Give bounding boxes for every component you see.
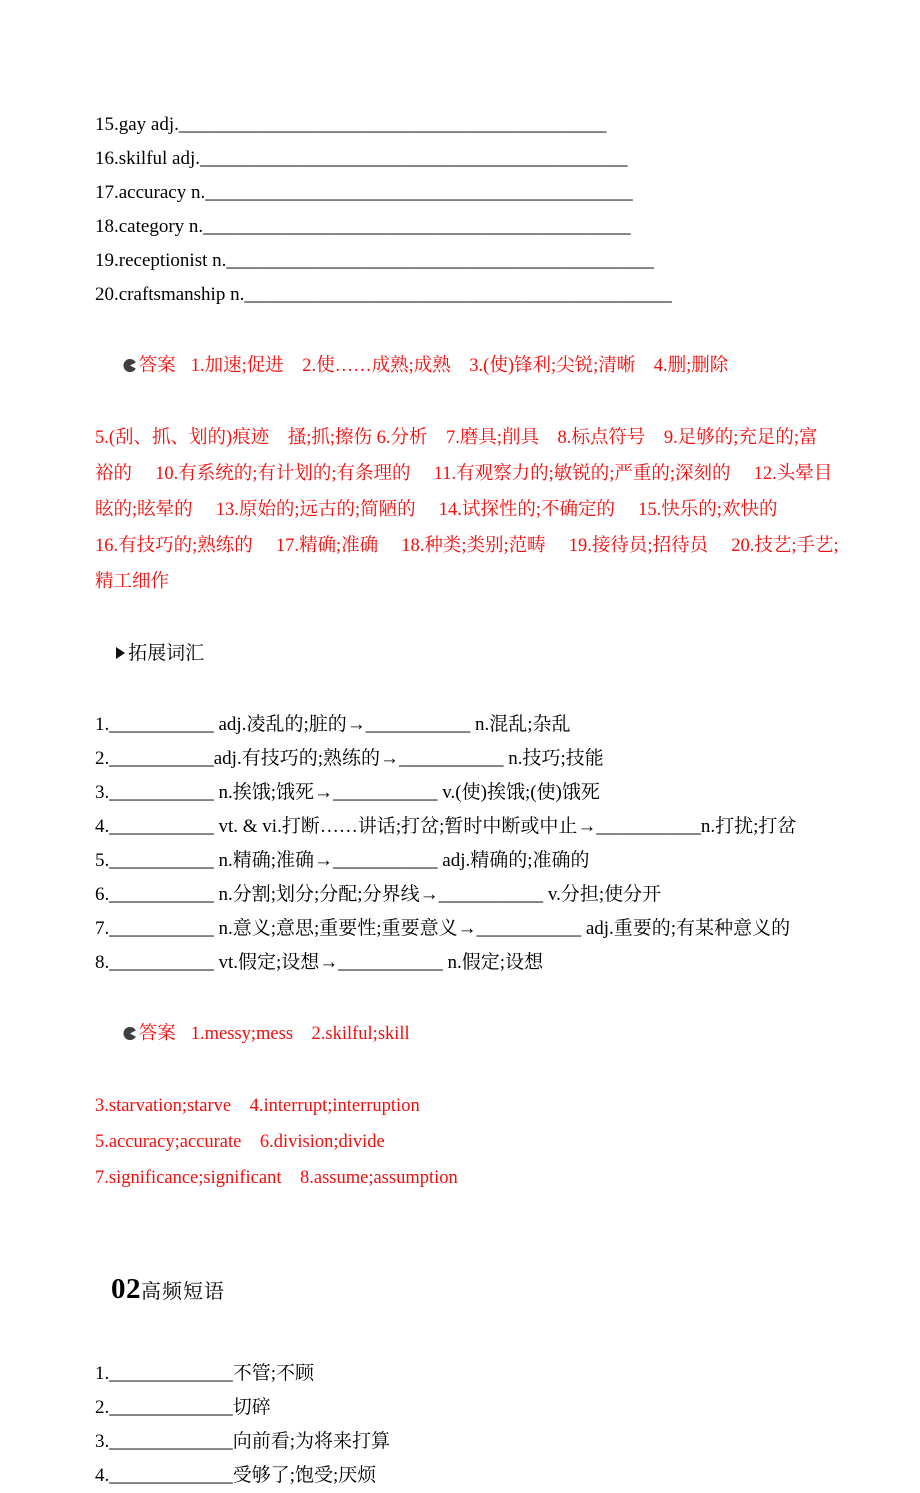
answer-line: 5.accuracy;accurate 6.division;divide: [95, 1132, 385, 1152]
answer-first-line: [95, 980, 894, 1088]
answer-line: 16.有技巧的;熟练的 17.精确;准确 18.种类;类别;范畴 19.接待员;招待员 20.技艺;手艺;: [95, 536, 839, 556]
section-title: 高频短语: [141, 1281, 225, 1303]
phrase-item: 4._____________受够了;饱受;厌烦: [95, 1465, 377, 1486]
extension-item: 7.___________ n.意义;意思;重要性;重要意义→___________ adj.重要的;有某种意义的: [95, 918, 791, 939]
answer-label: 答案: [138, 356, 176, 376]
phrases-section-header: [95, 1226, 894, 1357]
answer-line: 5.(刮、抓、划的)痕迹 搔;抓;擦伤 6.分析 7.磨具;削具 8.标点符号 9.足够的;充足的;富: [95, 428, 818, 448]
vocab-blank-list: [95, 108, 894, 312]
vocab-item: 16.skilful adj._____________________________________________: [95, 148, 628, 169]
answer-line: 7.significance;significant 8.assume;assumption: [95, 1168, 458, 1188]
answer-first-line: [95, 312, 894, 420]
extension-list: [95, 708, 894, 980]
vocab-item: 20.craftsmanship n._____________________________________________: [95, 284, 672, 305]
answer-line: 裕的 10.有系统的;有计划的;有条理的 11.有观察力的;敏锐的;严重的;深刻的 12.头晕目: [95, 464, 833, 484]
extension-item: 6.___________ n.分割;划分;分配;分界线→___________ v.分担;使分开: [95, 884, 662, 905]
phrases-list: [95, 1357, 894, 1493]
answer-line: 眩的;眩晕的 13.原始的;远古的;简陋的 14.试探性的;不确定的 15.快乐的;欢快的: [95, 500, 778, 520]
answer-bullet-icon: [123, 350, 138, 365]
answer-label: 答案: [138, 1024, 176, 1044]
phrase-item: 3._____________向前看;为将来打算: [95, 1431, 391, 1452]
vocab-item: 17.accuracy n._____________________________________________: [95, 182, 633, 203]
extension-title: 拓展词汇: [128, 643, 205, 664]
extension-item: 3.___________ n.挨饿;饿死→___________ v.(使)挨饿;(使)饿死: [95, 782, 600, 803]
answer-line-text: 1.messy;mess 2.skilful;skill: [190, 1024, 410, 1044]
section-number: 02: [111, 1273, 141, 1305]
vocab-item: 15.gay adj._____________________________________________: [95, 114, 607, 135]
answer-line: 3.starvation;starve 4.interrupt;interruption: [95, 1096, 420, 1116]
extension-item: 8.___________ vt.假定;设想→___________ n.假定;设想: [95, 952, 544, 973]
extension-item: 2.___________adj.有技巧的;熟练的→___________ n.技巧;技能: [95, 748, 604, 769]
phrase-item: 1._____________不管;不顾: [95, 1363, 315, 1384]
answer-line-text: 1.加速;促进 2.使……成熟;成熟 3.(使)锋利;尖锐;清晰 4.删;删除: [190, 356, 729, 376]
phrase-item: 2._____________切碎: [95, 1397, 271, 1418]
extension-item: 4.___________ vt. & vi.打断……讲话;打岔;暂时中断或中止→___________n.打扰;打岔: [95, 816, 797, 837]
right-triangle-icon: [116, 647, 125, 659]
extension-answers-block: [95, 980, 894, 1196]
extension-item: 5.___________ n.精确;准确→___________ adj.精确的;准确的: [95, 850, 590, 871]
answer-line: 精工细作: [95, 572, 170, 592]
extension-item: 1.___________ adj.凌乱的;脏的→___________ n.混乱;杂乱: [95, 714, 571, 735]
answer-bullet-icon: [123, 1018, 138, 1033]
vocab-item: 19.receptionist n._____________________________________________: [95, 250, 654, 271]
vocab-item: 18.category n._____________________________________________: [95, 216, 631, 237]
extension-header: [95, 600, 894, 708]
vocab-answers-block: [95, 312, 894, 600]
